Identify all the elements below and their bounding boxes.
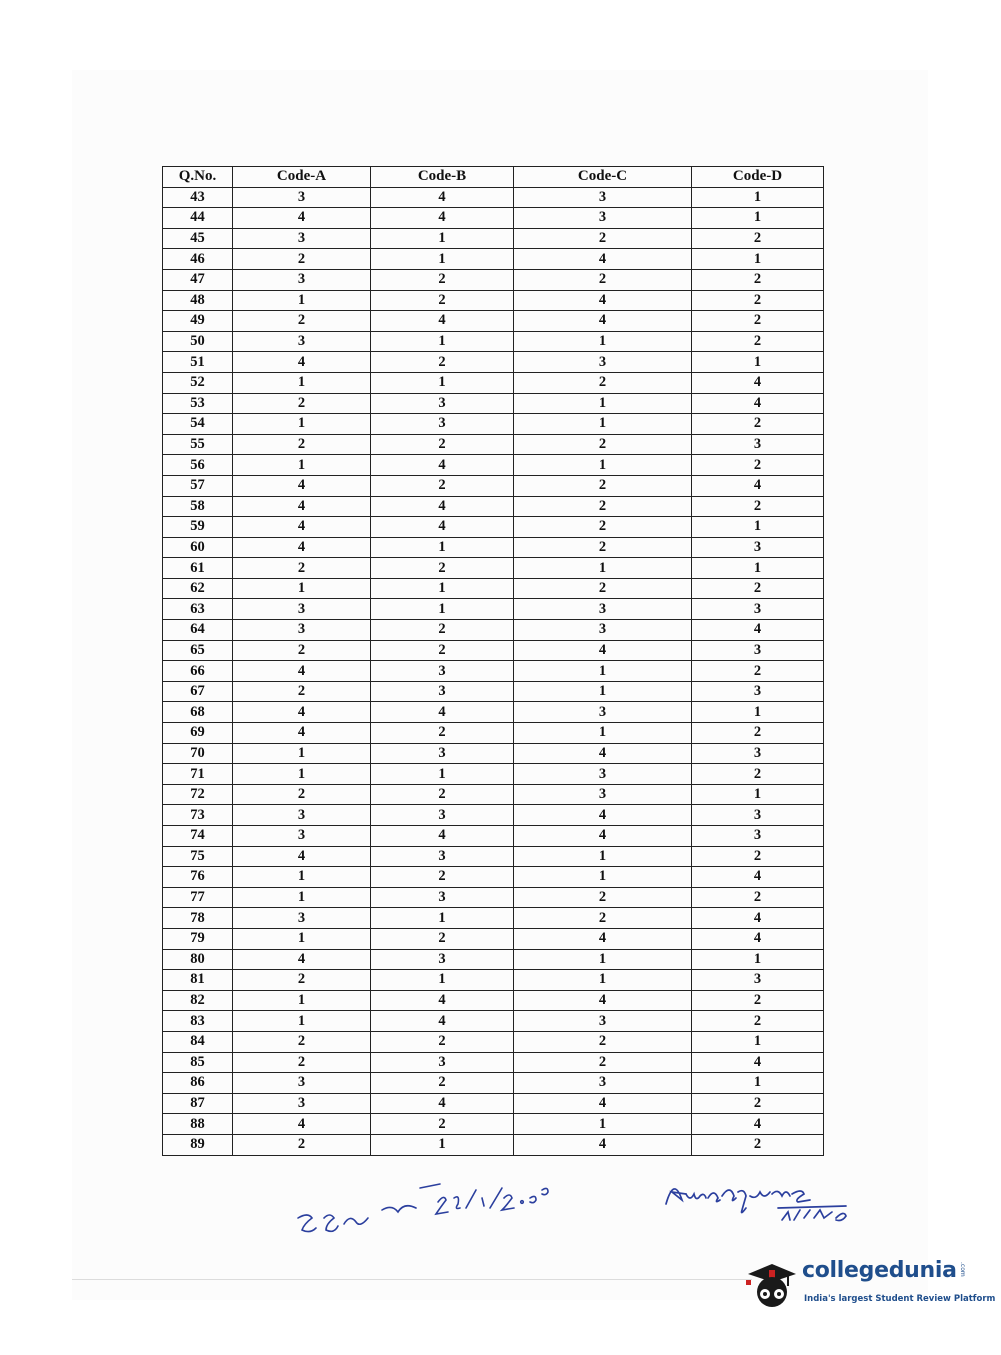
- question-number-cell: 54: [163, 414, 233, 435]
- table-row: [163, 1011, 824, 1032]
- answer-cell: 1: [233, 1011, 371, 1032]
- table-row: [163, 208, 824, 229]
- answer-cell: 1: [371, 1134, 514, 1155]
- answer-cell: 2: [233, 1031, 371, 1052]
- answer-key-table: [162, 166, 824, 1156]
- table-row: [163, 290, 824, 311]
- answer-cell: 2: [514, 1031, 692, 1052]
- answer-cell: 4: [692, 393, 824, 414]
- answer-cell: 3: [514, 620, 692, 641]
- table-row: [163, 784, 824, 805]
- table-row: [163, 743, 824, 764]
- answer-cell: 2: [371, 867, 514, 888]
- answer-cell: 4: [514, 249, 692, 270]
- answer-cell: 2: [514, 496, 692, 517]
- answer-cell: 2: [692, 228, 824, 249]
- table-row: [163, 537, 824, 558]
- table-row: [163, 764, 824, 785]
- answer-cell: 1: [233, 867, 371, 888]
- table-row: [163, 578, 824, 599]
- answer-cell: 1: [371, 372, 514, 393]
- answer-cell: 3: [371, 393, 514, 414]
- answer-cell: 2: [514, 1052, 692, 1073]
- question-number-cell: 75: [163, 846, 233, 867]
- answer-cell: 1: [692, 1073, 824, 1094]
- answer-cell: 2: [233, 393, 371, 414]
- header-code-b: Code-B: [371, 167, 514, 188]
- answer-cell: 2: [692, 723, 824, 744]
- table-row: [163, 867, 824, 888]
- answer-cell: 4: [371, 990, 514, 1011]
- question-number-cell: 84: [163, 1031, 233, 1052]
- answer-cell: 3: [233, 1093, 371, 1114]
- answer-cell: 2: [371, 1031, 514, 1052]
- answer-cell: 3: [514, 702, 692, 723]
- answer-cell: 1: [514, 846, 692, 867]
- table-row: [163, 805, 824, 826]
- answer-cell: 4: [692, 372, 824, 393]
- table-row: [163, 331, 824, 352]
- answer-cell: 1: [371, 908, 514, 929]
- answer-cell: 4: [233, 702, 371, 723]
- answer-cell: 2: [692, 990, 824, 1011]
- answer-cell: 2: [514, 269, 692, 290]
- answer-cell: 1: [233, 372, 371, 393]
- question-number-cell: 44: [163, 208, 233, 229]
- answer-cell: 2: [514, 372, 692, 393]
- answer-cell: 4: [233, 846, 371, 867]
- answer-cell: 3: [371, 414, 514, 435]
- answer-cell: 1: [692, 784, 824, 805]
- table-row: [163, 517, 824, 538]
- table-row: [163, 826, 824, 847]
- question-number-cell: 82: [163, 990, 233, 1011]
- answer-cell: 1: [514, 414, 692, 435]
- table-row: [163, 846, 824, 867]
- answer-cell: 4: [233, 661, 371, 682]
- header-code-a: Code-A: [233, 167, 371, 188]
- question-number-cell: 52: [163, 372, 233, 393]
- answer-cell: 3: [233, 187, 371, 208]
- answer-cell: 1: [514, 681, 692, 702]
- question-number-cell: 88: [163, 1114, 233, 1135]
- question-number-cell: 71: [163, 764, 233, 785]
- answer-cell: 2: [371, 269, 514, 290]
- answer-cell: 4: [371, 496, 514, 517]
- answer-cell: 3: [514, 784, 692, 805]
- answer-cell: 1: [233, 455, 371, 476]
- table-row: [163, 723, 824, 744]
- table-row: [163, 228, 824, 249]
- question-number-cell: 57: [163, 475, 233, 496]
- table-row: [163, 887, 824, 908]
- question-number-cell: 86: [163, 1073, 233, 1094]
- question-number-cell: 76: [163, 867, 233, 888]
- answer-cell: 4: [233, 475, 371, 496]
- answer-cell: 2: [514, 228, 692, 249]
- answer-cell: 4: [371, 1093, 514, 1114]
- answer-cell: 2: [692, 661, 824, 682]
- answer-cell: 3: [514, 208, 692, 229]
- question-number-cell: 51: [163, 352, 233, 373]
- question-number-cell: 43: [163, 187, 233, 208]
- answer-cell: 4: [514, 928, 692, 949]
- answer-cell: 1: [692, 249, 824, 270]
- question-number-cell: 72: [163, 784, 233, 805]
- answer-cell: 4: [692, 867, 824, 888]
- answer-cell: 3: [692, 805, 824, 826]
- question-number-cell: 79: [163, 928, 233, 949]
- answer-cell: 3: [233, 599, 371, 620]
- answer-cell: 3: [233, 620, 371, 641]
- answer-cell: 4: [371, 208, 514, 229]
- answer-cell: 1: [514, 661, 692, 682]
- answer-cell: 2: [692, 455, 824, 476]
- answer-cell: 3: [692, 640, 824, 661]
- table-row: [163, 249, 824, 270]
- collegedunia-watermark: [742, 1250, 996, 1320]
- table-row: [163, 640, 824, 661]
- brand-tagline: India's largest Student Review Platform: [804, 1294, 996, 1304]
- answer-cell: 3: [233, 1073, 371, 1094]
- question-number-cell: 81: [163, 970, 233, 991]
- answer-cell: 3: [371, 949, 514, 970]
- answer-cell: 4: [514, 1093, 692, 1114]
- answer-cell: 4: [371, 517, 514, 538]
- table-row: [163, 393, 824, 414]
- answer-cell: 4: [233, 949, 371, 970]
- answer-cell: 2: [371, 1114, 514, 1135]
- answer-cell: 2: [514, 887, 692, 908]
- answer-cell: 1: [514, 1114, 692, 1135]
- answer-cell: 4: [692, 1052, 824, 1073]
- answer-cell: 2: [371, 290, 514, 311]
- question-number-cell: 55: [163, 434, 233, 455]
- header-code-d: Code-D: [692, 167, 824, 188]
- table-row: [163, 496, 824, 517]
- table-row: [163, 1093, 824, 1114]
- answer-cell: 3: [692, 434, 824, 455]
- table-row: [163, 1134, 824, 1155]
- answer-cell: 3: [371, 681, 514, 702]
- table-row: [163, 1073, 824, 1094]
- table-row: [163, 928, 824, 949]
- question-number-cell: 78: [163, 908, 233, 929]
- question-number-cell: 80: [163, 949, 233, 970]
- table-row: [163, 599, 824, 620]
- header-code-c: Code-C: [514, 167, 692, 188]
- question-number-cell: 69: [163, 723, 233, 744]
- answer-cell: 2: [692, 269, 824, 290]
- answer-cell: 2: [371, 928, 514, 949]
- answer-cell: 1: [514, 393, 692, 414]
- answer-cell: 4: [371, 702, 514, 723]
- answer-cell: 1: [514, 970, 692, 991]
- answer-cell: 2: [692, 764, 824, 785]
- answer-cell: 1: [371, 578, 514, 599]
- answer-cell: 1: [233, 887, 371, 908]
- answer-cell: 4: [514, 290, 692, 311]
- answer-cell: 3: [371, 805, 514, 826]
- question-number-cell: 73: [163, 805, 233, 826]
- answer-cell: 2: [371, 784, 514, 805]
- answer-cell: 1: [692, 517, 824, 538]
- answer-key-body: [163, 187, 824, 1155]
- table-row: [163, 455, 824, 476]
- answer-cell: 1: [692, 558, 824, 579]
- answer-cell: 4: [514, 311, 692, 332]
- answer-cell: 4: [233, 723, 371, 744]
- answer-cell: 4: [514, 990, 692, 1011]
- answer-cell: 2: [371, 1073, 514, 1094]
- answer-cell: 2: [233, 1052, 371, 1073]
- answer-cell: 2: [233, 434, 371, 455]
- table-row: [163, 414, 824, 435]
- question-number-cell: 45: [163, 228, 233, 249]
- answer-cell: 4: [514, 640, 692, 661]
- answer-cell: 4: [371, 1011, 514, 1032]
- answer-cell: 1: [692, 187, 824, 208]
- answer-cell: 2: [371, 620, 514, 641]
- answer-cell: 2: [692, 578, 824, 599]
- question-number-cell: 50: [163, 331, 233, 352]
- answer-cell: 3: [233, 228, 371, 249]
- question-number-cell: 64: [163, 620, 233, 641]
- answer-cell: 1: [371, 537, 514, 558]
- question-number-cell: 48: [163, 290, 233, 311]
- answer-cell: 4: [692, 908, 824, 929]
- answer-cell: 1: [514, 558, 692, 579]
- answer-cell: 1: [692, 352, 824, 373]
- answer-cell: 1: [371, 764, 514, 785]
- question-number-cell: 68: [163, 702, 233, 723]
- answer-cell: 3: [233, 269, 371, 290]
- question-number-cell: 53: [163, 393, 233, 414]
- table-row: [163, 908, 824, 929]
- question-number-cell: 85: [163, 1052, 233, 1073]
- table-row: [163, 187, 824, 208]
- answer-cell: 2: [371, 723, 514, 744]
- answer-cell: 2: [371, 434, 514, 455]
- answer-cell: 3: [692, 743, 824, 764]
- answer-cell: 1: [692, 949, 824, 970]
- question-number-cell: 59: [163, 517, 233, 538]
- answer-cell: 1: [514, 723, 692, 744]
- answer-cell: 1: [371, 228, 514, 249]
- question-number-cell: 83: [163, 1011, 233, 1032]
- footer-divider: [72, 1279, 752, 1280]
- answer-cell: 1: [514, 455, 692, 476]
- answer-cell: 4: [371, 187, 514, 208]
- table-row: [163, 352, 824, 373]
- answer-cell: 2: [233, 249, 371, 270]
- table-row: [163, 681, 824, 702]
- answer-cell: 1: [371, 249, 514, 270]
- answer-cell: 4: [233, 517, 371, 538]
- question-number-cell: 74: [163, 826, 233, 847]
- question-number-cell: 60: [163, 537, 233, 558]
- answer-cell: 2: [371, 475, 514, 496]
- answer-cell: 1: [233, 578, 371, 599]
- answer-cell: 2: [233, 681, 371, 702]
- answer-cell: 2: [233, 311, 371, 332]
- header-qno: Q.No.: [163, 167, 233, 188]
- table-header-row: [163, 167, 824, 188]
- answer-cell: 3: [692, 537, 824, 558]
- question-number-cell: 62: [163, 578, 233, 599]
- answer-cell: 1: [514, 949, 692, 970]
- answer-cell: 2: [692, 1011, 824, 1032]
- table-row: [163, 434, 824, 455]
- question-number-cell: 47: [163, 269, 233, 290]
- answer-cell: 3: [233, 908, 371, 929]
- answer-cell: 2: [233, 1134, 371, 1155]
- answer-cell: 2: [692, 1134, 824, 1155]
- answer-cell: 2: [514, 908, 692, 929]
- answer-cell: 3: [371, 1052, 514, 1073]
- answer-cell: 1: [233, 990, 371, 1011]
- answer-cell: 2: [514, 578, 692, 599]
- mascot-logo-icon: [742, 1252, 802, 1312]
- table-row: [163, 970, 824, 991]
- answer-cell: 4: [371, 826, 514, 847]
- answer-cell: 2: [371, 352, 514, 373]
- answer-cell: 3: [692, 599, 824, 620]
- answer-cell: 1: [692, 1031, 824, 1052]
- question-number-cell: 70: [163, 743, 233, 764]
- signature-left: [290, 1168, 570, 1248]
- question-number-cell: 87: [163, 1093, 233, 1114]
- answer-cell: 2: [371, 558, 514, 579]
- answer-cell: 1: [692, 208, 824, 229]
- question-number-cell: 56: [163, 455, 233, 476]
- answer-cell: 3: [514, 764, 692, 785]
- answer-cell: 3: [514, 599, 692, 620]
- question-number-cell: 58: [163, 496, 233, 517]
- answer-cell: 2: [692, 311, 824, 332]
- answer-cell: 3: [692, 970, 824, 991]
- answer-cell: 3: [514, 1073, 692, 1094]
- answer-cell: 3: [371, 887, 514, 908]
- table-row: [163, 661, 824, 682]
- signature-right: [660, 1170, 870, 1240]
- answer-cell: 1: [233, 414, 371, 435]
- answer-cell: 4: [514, 805, 692, 826]
- answer-cell: 1: [233, 764, 371, 785]
- table-row: [163, 990, 824, 1011]
- answer-cell: 3: [371, 846, 514, 867]
- question-number-cell: 63: [163, 599, 233, 620]
- answer-cell: 2: [514, 475, 692, 496]
- answer-cell: 4: [692, 1114, 824, 1135]
- table-row: [163, 1031, 824, 1052]
- answer-cell: 4: [371, 311, 514, 332]
- brand-suffix: .com: [959, 1262, 966, 1277]
- answer-cell: 2: [233, 640, 371, 661]
- answer-cell: 2: [514, 517, 692, 538]
- table-row: [163, 702, 824, 723]
- answer-cell: 4: [692, 475, 824, 496]
- answer-cell: 4: [233, 352, 371, 373]
- answer-cell: 2: [233, 970, 371, 991]
- answer-cell: 1: [371, 970, 514, 991]
- table-row: [163, 372, 824, 393]
- table-row: [163, 475, 824, 496]
- answer-cell: 2: [692, 1093, 824, 1114]
- answer-cell: 3: [514, 352, 692, 373]
- answer-cell: 3: [371, 743, 514, 764]
- answer-cell: 3: [233, 805, 371, 826]
- answer-cell: 3: [692, 681, 824, 702]
- table-row: [163, 949, 824, 970]
- answer-cell: 2: [233, 558, 371, 579]
- question-number-cell: 66: [163, 661, 233, 682]
- answer-cell: 4: [514, 1134, 692, 1155]
- answer-cell: 3: [514, 187, 692, 208]
- answer-cell: 4: [233, 537, 371, 558]
- answer-cell: 2: [692, 887, 824, 908]
- answer-cell: 2: [514, 434, 692, 455]
- answer-cell: 2: [692, 290, 824, 311]
- answer-cell: 3: [233, 826, 371, 847]
- answer-cell: 2: [692, 496, 824, 517]
- answer-cell: 2: [371, 640, 514, 661]
- answer-cell: 1: [692, 702, 824, 723]
- answer-cell: 1: [233, 928, 371, 949]
- answer-cell: 4: [233, 208, 371, 229]
- answer-cell: 1: [371, 599, 514, 620]
- answer-cell: 2: [692, 846, 824, 867]
- question-number-cell: 77: [163, 887, 233, 908]
- answer-cell: 4: [692, 620, 824, 641]
- answer-cell: 1: [233, 290, 371, 311]
- question-number-cell: 61: [163, 558, 233, 579]
- table-row: [163, 311, 824, 332]
- answer-cell: 3: [233, 331, 371, 352]
- answer-cell: 4: [692, 928, 824, 949]
- answer-cell: 2: [233, 784, 371, 805]
- answer-cell: 2: [692, 331, 824, 352]
- question-number-cell: 89: [163, 1134, 233, 1155]
- answer-cell: 4: [514, 826, 692, 847]
- table-row: [163, 1052, 824, 1073]
- answer-cell: 1: [514, 867, 692, 888]
- table-row: [163, 558, 824, 579]
- answer-cell: 1: [371, 331, 514, 352]
- answer-cell: 3: [514, 1011, 692, 1032]
- answer-cell: 3: [692, 826, 824, 847]
- answer-cell: 2: [692, 414, 824, 435]
- answer-cell: 4: [233, 496, 371, 517]
- answer-cell: 4: [371, 455, 514, 476]
- table-row: [163, 620, 824, 641]
- brand-name: collegedunia: [802, 1258, 957, 1283]
- question-number-cell: 46: [163, 249, 233, 270]
- table-row: [163, 1114, 824, 1135]
- answer-cell: 2: [514, 537, 692, 558]
- answer-cell: 3: [371, 661, 514, 682]
- answer-cell: 4: [514, 743, 692, 764]
- table-row: [163, 269, 824, 290]
- question-number-cell: 65: [163, 640, 233, 661]
- question-number-cell: 49: [163, 311, 233, 332]
- answer-cell: 1: [514, 331, 692, 352]
- answer-cell: 1: [233, 743, 371, 764]
- answer-cell: 4: [233, 1114, 371, 1135]
- question-number-cell: 67: [163, 681, 233, 702]
